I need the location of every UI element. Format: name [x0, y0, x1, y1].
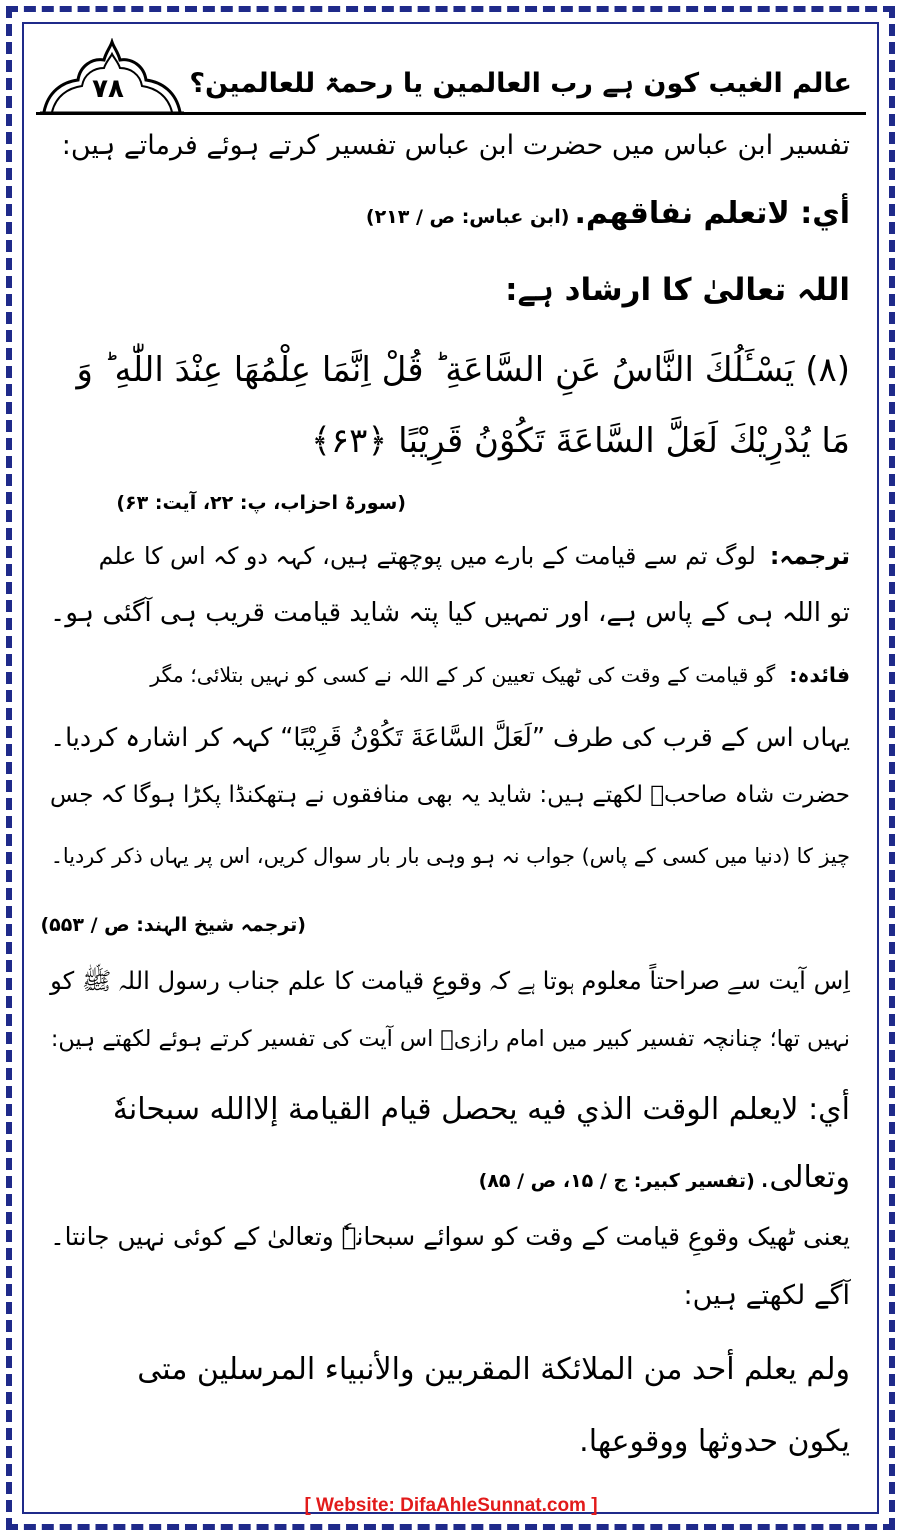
translation-label: ترجمہ: — [769, 542, 850, 570]
website-link[interactable]: [ Website: DifaAhleSunnat.com ] — [304, 1495, 598, 1516]
ayah-reference: (سورۃ احزاب، پ: ۲۲، آیت: ۶۳) — [116, 492, 406, 514]
translation-line-1 — [99, 540, 850, 570]
page-header — [36, 38, 866, 118]
ayat-line-1: اِس آیت سے صراحتاً معلوم ہوتا ہے کہ وقوعِ قیامت کا علم جناب رسول اللہ ﷺ کو — [50, 966, 850, 995]
quote1-line — [366, 196, 850, 231]
page-number: ۷۸ — [92, 74, 124, 104]
quote2-line-1: أي: لايعلم الوقت الذي فيه يحصل قيام القيامة إلاالله سبحانهٗ — [112, 1092, 850, 1127]
intro-line: تفسیر ابن عباس میں حضرت ابن عباس تفسیر کرتے ہوئے فرماتے ہیں: — [61, 130, 850, 161]
shah-reference: (ترجمہ شیخ الہند: ص / ۵۵۳) — [40, 914, 306, 936]
ayat-line-2: نہیں تھا؛ چنانچہ تفسیر کبیر میں امام رازیؒ اس آیت کی تفسیر کرتے ہوئے لکھتے ہیں: — [50, 1026, 850, 1052]
shah-line-2: چیز کا (دنیا میں کسی کے پاس) جواب نہ ہو وہی بار بار سوال کریں، اس پر یہاں ذکر کردیا۔ — [50, 844, 850, 868]
quote2-text-2: وتعالى. — [759, 1160, 850, 1195]
shah-line-1: حضرت شاہ صاحبؒ لکھتے ہیں: شاید یہ بھی منافقوں نے ہتھکنڈا پکڑا ہوگا کہ جس — [49, 782, 850, 808]
quote1-arabic: أي: لاتعلم نفاقهم. — [574, 196, 850, 231]
ayah-line-1: (۸) يَسْـَٔلُكَ النَّاسُ عَنِ السَّاعَةِ ؕ قُلْ اِنَّمَا عِلْمُهَا عِنْدَ اللّٰهِ ؕ وَ — [76, 350, 850, 390]
fayda-text-1: گو قیامت کے وقت کی ٹھیک تعیین کر کے اللہ نے کسی کو نہیں بتلائی؛ مگر — [150, 663, 776, 687]
quote1-reference: (ابن عباس: ص / ۲۱۳) — [365, 206, 570, 228]
fayda-line-2: یہاں اس کے قرب کی طرف ”لَعَلَّ السَّاعَةَ تَكُوْنُ قَرِيْبًا“ کہہ کر اشارہ کردیا۔ — [50, 722, 850, 752]
quote2-reference: (تفسیر کبیر: ج / ۱۵، ص / ۸۵) — [478, 1170, 755, 1192]
header-title: عالم الغیب کون ہے رب العالمین یا رحمۃ للعالمین؟ — [189, 68, 852, 99]
translation-line-2: تو اللہ ہی کے پاس ہے، اور تمہیں کیا پتہ شاید قیامت قریب ہی آگئی ہو۔ — [50, 598, 850, 628]
section-heading: اللہ تعالیٰ کا ارشاد ہے: — [505, 272, 850, 308]
page-content — [36, 30, 866, 1516]
yani-line: یعنی ٹھیک وقوعِ قیامت کے وقت کو سوائے سبحانہٗ وتعالیٰ کے کوئی نہیں جانتا۔ — [50, 1222, 850, 1251]
quote2-line-2 — [479, 1160, 850, 1195]
fayda-line-1 — [150, 660, 850, 688]
quote3-line-1: ولم يعلم أحد من الملائكة المقربين والأنبياء المرسلين متى — [137, 1352, 850, 1387]
translation-text-1: لوگ تم سے قیامت کے بارے میں پوچھتے ہیں، کہہ دو کہ اس کا علم — [98, 542, 756, 570]
quote3-line-2: يكون حدوثها ووقوعها. — [579, 1424, 850, 1459]
fayda-label: فائدہ: — [789, 663, 850, 687]
aage-line: آگے لکھتے ہیں: — [683, 1280, 850, 1311]
ayah-line-2: مَا يُدْرِيْكَ لَعَلَّ السَّاعَةَ تَكُوْنُ قَرِيْبًا ﴿۶۳﴾ — [310, 421, 850, 461]
